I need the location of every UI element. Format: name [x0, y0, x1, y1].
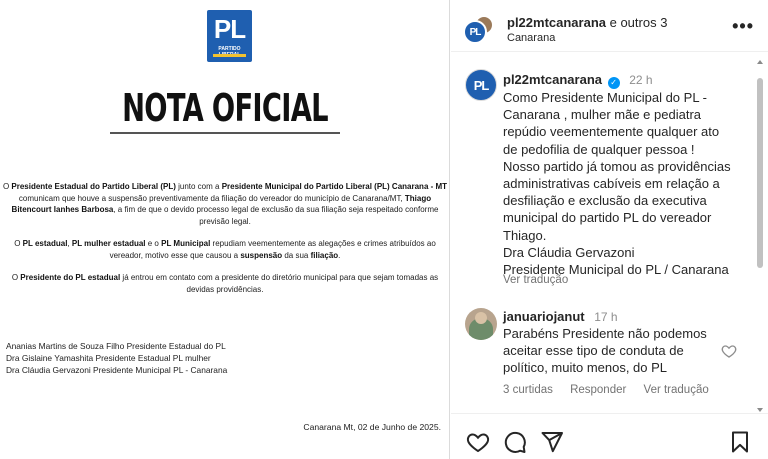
caption-line: Presidente Municipal do PL / Canarana	[503, 262, 729, 278]
share-icon[interactable]	[540, 430, 564, 454]
logo-text: PL	[213, 14, 246, 44]
logo-subtext: PARTIDO	[218, 46, 241, 52]
pl-party-logo	[207, 10, 252, 62]
header-author[interactable]	[507, 15, 667, 30]
comment-line: aceitar esse tipo de conduta de	[503, 343, 684, 359]
comment-like-heart-icon[interactable]	[721, 343, 737, 359]
scroll-down-arrow-icon[interactable]	[757, 408, 763, 412]
caption-line: administrativas cabíveis em relação a	[503, 176, 720, 192]
comment-translate-link[interactable]: Ver tradução	[643, 384, 709, 396]
logo-stripe	[213, 54, 246, 57]
comment-line: político, muito menos, do PL	[503, 360, 668, 376]
document-paragraph-1: O Presidente Estadual do Partido Liberal (PL) junto com a Presidente Municipal do Partido Liberal (PL) Canarana - MT comunicam que houve a suspensão preventivamente da filiação do vereador do município de Canarana/MT, Thiago Bitencourt Ianhes Barbosa, a fim de que o devido processo legal de exclusão da sua filiação seja respeitado conforme previsão legal.	[2, 182, 448, 226]
caption-header	[503, 72, 653, 89]
scrollbar-thumb[interactable]	[757, 78, 763, 268]
document-date: Canarana Mt, 02 de Junho de 2025.	[303, 422, 441, 432]
signatures-block	[6, 340, 227, 376]
more-options-button[interactable]	[732, 16, 754, 37]
document-paragraph-3: O Presidente do PL estadual já entrou em contato com a presidente do diretório municipal para que sejam tomadas as devidas providências.	[11, 273, 439, 294]
avatar-shape	[475, 312, 487, 324]
bookmark-icon[interactable]	[728, 430, 752, 454]
title-underline	[110, 132, 340, 134]
comments-scroll-area[interactable]	[451, 53, 768, 413]
post-actions-bar	[451, 413, 768, 459]
comment-line: Parabéns Presidente não podemos	[503, 326, 707, 341]
comment-header	[503, 309, 618, 324]
caption-line: Thiago.	[503, 227, 547, 243]
post-header	[451, 0, 768, 52]
caption-timestamp[interactable]: 22 h	[629, 73, 653, 87]
author-avatar[interactable]: PL	[463, 20, 487, 44]
document-paragraph-2: O PL estadual, PL mulher estadual e o PL Municipal repudiam veementemente as alegações e crimes atribuídos ao vereador, motivo esse que causou a suspensão da sua filiação.	[14, 239, 436, 260]
caption-avatar[interactable]: PL	[465, 69, 497, 101]
comment-reply-button[interactable]: Responder	[570, 384, 627, 396]
scrollbar[interactable]	[756, 60, 764, 412]
location-link[interactable]: Canarana	[507, 32, 556, 44]
verified-badge-icon: ✓	[608, 77, 620, 89]
caption-username-link[interactable]: pl22mtcanarana	[503, 72, 602, 87]
post-side-panel	[451, 0, 768, 459]
caption-line: desfiliação e exclusão da executiva	[503, 193, 707, 209]
scroll-up-arrow-icon[interactable]	[757, 60, 763, 64]
caption-line: repúdio veementemente qualquer ato	[503, 124, 720, 140]
caption-translate-link[interactable]: Ver tradução	[503, 274, 569, 286]
heart-icon[interactable]	[466, 430, 490, 454]
caption-line: Como Presidente Municipal do PL -	[503, 90, 708, 105]
caption-text	[503, 89, 749, 278]
header-username-link[interactable]: pl22mtcanarana	[507, 15, 606, 30]
comment-text	[503, 325, 713, 377]
signature-line: Dra Cláudia Gervazoni Presidente Municipal PL - Canarana	[6, 365, 228, 375]
comment-icon[interactable]	[503, 430, 527, 454]
caption-line: Dra Cláudia Gervazoni	[503, 244, 635, 260]
signature-line: Ananias Martins de Souza Filho Presidente Estadual do PL	[6, 341, 226, 351]
commenter-avatar[interactable]	[465, 308, 497, 340]
document-title: NOTA OFICIAL	[122, 86, 328, 130]
more-icon: •••	[732, 16, 754, 36]
comment-meta	[503, 384, 723, 396]
caption-line: de pedofilia de qualquer pessoa !	[503, 141, 695, 157]
comment-timestamp[interactable]: 17 h	[594, 310, 618, 324]
commenter-username-link[interactable]: januariojanut	[503, 309, 585, 324]
comment-likes-count[interactable]: 3 curtidas	[503, 384, 553, 396]
header-collaborators[interactable]: e outros 3	[606, 15, 668, 30]
caption-line: Canarana , mulher mãe e pediatra	[503, 107, 702, 123]
caption-line: Nosso partido já tomou as providências	[503, 158, 731, 174]
signature-line: Dra Gislaine Yamashita Presidente Estadual PL mulher	[6, 353, 211, 363]
caption-line: municipal do partido PL do vereador	[503, 210, 712, 226]
